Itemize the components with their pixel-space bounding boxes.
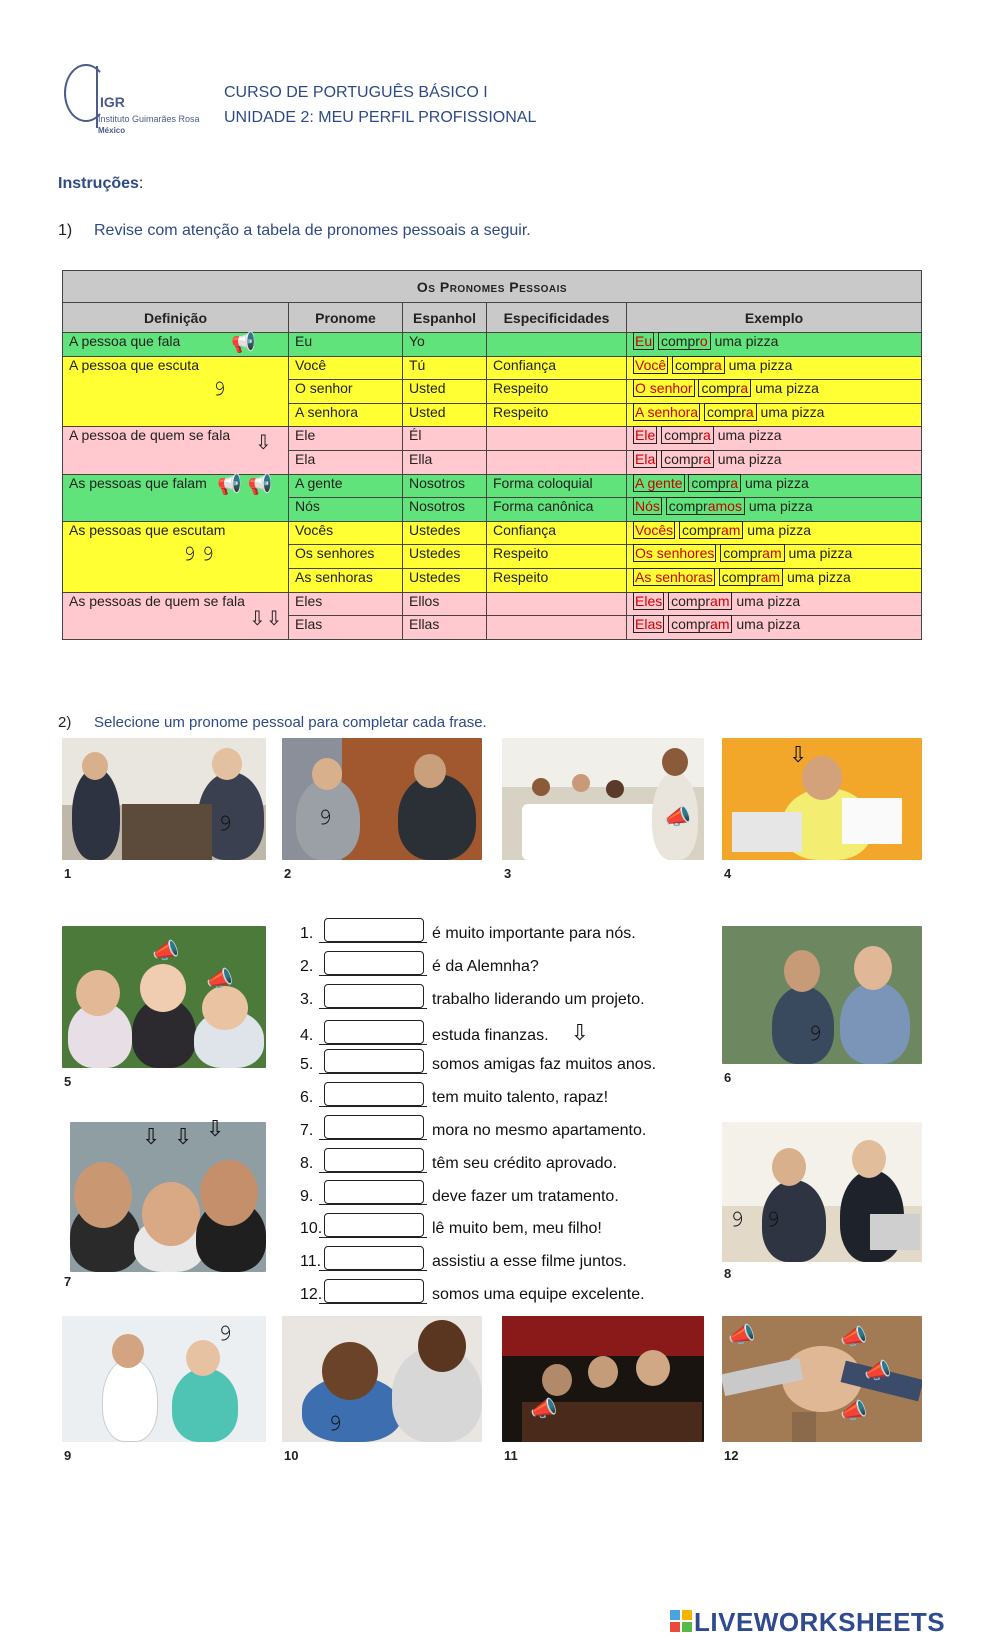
picture-label-3: 3 (504, 866, 512, 881)
liveworksheets-logo-icon (670, 1610, 692, 1632)
picture-2 (282, 738, 482, 860)
ear-icon: 𝟿 (328, 1410, 343, 1435)
definition-cell (63, 427, 289, 474)
sentence-number: 7. (300, 1122, 314, 1140)
example-cell (627, 545, 922, 569)
example-cell (627, 474, 922, 498)
verb-stem: compr (668, 498, 708, 515)
logo-country: México (98, 126, 126, 135)
example-verb (679, 521, 743, 539)
sentence-text: mora no mesmo apartamento. (432, 1122, 647, 1140)
example-pronoun: O senhor (635, 380, 693, 397)
example-rest: uma pizza (724, 356, 793, 373)
spanish-cell: Yo (403, 333, 487, 357)
header-espanhol: Espanhol (403, 303, 487, 333)
example-pronoun: As senhoras (635, 568, 713, 585)
specificity-cell: Confiança (487, 356, 627, 380)
question-2-number: 2) (58, 714, 72, 731)
pronoun-row (63, 427, 922, 451)
verb-stem: compr (701, 380, 741, 397)
picture-label-8: 8 (724, 1266, 732, 1281)
picture-1 (62, 738, 266, 860)
pronoun-answer-field[interactable] (324, 984, 424, 1008)
example-verb (720, 544, 784, 562)
example-rest: uma pizza (732, 592, 801, 609)
specificity-cell: Respeito (487, 403, 627, 427)
question-1 (58, 222, 531, 240)
sentence-line (300, 1020, 589, 1046)
megaphone-icon: 📣 (530, 1396, 558, 1421)
example-rest: uma pizza (741, 474, 809, 491)
liveworksheets-footer (670, 1607, 945, 1638)
sentence-line (300, 1184, 619, 1210)
verb-ending: a (703, 427, 711, 444)
sentence-text: é da Alemnha? (432, 958, 539, 976)
definition-text: A pessoa de quem se fala (69, 427, 231, 444)
pronoun-answer-field[interactable] (324, 1049, 424, 1073)
sentence-text: têm seu crédito aprovado. (432, 1154, 617, 1172)
megaphone-icon: 📣 (840, 1398, 868, 1423)
sentence-text: é muito importante para nós. (432, 925, 636, 943)
example-rest: uma pizza (744, 498, 813, 515)
picture-label-2: 2 (284, 866, 292, 881)
example-rest: uma pizza (784, 545, 853, 562)
example-verb (666, 497, 745, 515)
sentence-text: assistiu a esse filme juntos. (432, 1253, 627, 1271)
example-pronoun: Nós (635, 498, 660, 515)
header-pronome: Pronome (289, 303, 403, 333)
definition-text: As pessoas de quem se fala (69, 592, 245, 609)
definition-text: As pessoas que escutam (69, 521, 226, 538)
spanish-cell: Usted (403, 380, 487, 404)
example-cell (627, 592, 922, 616)
pronoun-row (63, 474, 922, 498)
ear-icon: 𝟿 (808, 1020, 823, 1045)
table-header-row (63, 303, 922, 333)
example-cell (627, 333, 922, 357)
picture-8 (722, 1122, 922, 1262)
megaphone-icon: 📢 📢 (217, 473, 273, 496)
sentence-number: 6. (300, 1089, 314, 1107)
sentence-text: somos amigas faz muitos anos. (432, 1056, 657, 1074)
picture-label-11: 11 (504, 1448, 518, 1463)
example-pronoun: Os senhores (635, 545, 715, 562)
example-rest: uma pizza (783, 568, 851, 585)
megaphone-icon: 📣 (152, 938, 180, 963)
ear-icon: 𝟿 (318, 804, 333, 829)
pronoun-cell: Os senhores (289, 545, 403, 569)
pronoun-cell: Ele (289, 427, 403, 451)
pronoun-answer-field[interactable] (324, 1180, 424, 1204)
verb-ending: am (710, 592, 730, 609)
pronoun-cell: Ela (289, 450, 403, 474)
definition-cell (63, 356, 289, 427)
example-verb (661, 450, 714, 468)
spanish-cell: Nosotros (403, 498, 487, 522)
specificity-cell: Forma canônica (487, 498, 627, 522)
ear-icon: 𝟿 (730, 1206, 745, 1231)
megaphone-icon: 📣 (664, 804, 692, 829)
example-cell (627, 403, 922, 427)
verb-ending: a (730, 474, 739, 491)
verb-stem: compr (723, 545, 763, 562)
example-cell (627, 427, 922, 451)
definition-text: As pessoas que falam (69, 474, 207, 491)
footer-text: LIVEWORKSHEETS (694, 1607, 946, 1637)
spanish-cell: Tú (403, 356, 487, 380)
example-pronoun: Você (635, 356, 667, 373)
spanish-cell: Ustedes (403, 545, 487, 569)
example-verb (661, 426, 714, 444)
sentence-number: 1. (300, 925, 314, 943)
definition-text: A pessoa que escuta (69, 356, 199, 373)
example-cell (627, 568, 922, 592)
verb-ending: am (720, 521, 741, 538)
pronoun-answer-field[interactable] (324, 951, 424, 975)
arrow-down-icon: ⇩ (174, 1124, 193, 1149)
pronoun-answer-field[interactable] (324, 1279, 424, 1303)
sentence-number: 4. (300, 1027, 314, 1045)
example-rest: uma pizza (710, 333, 779, 349)
pronoun-row (63, 521, 922, 545)
verb-ending: amos (707, 498, 742, 515)
spanish-cell: Usted (403, 403, 487, 427)
example-pronoun: Ele (635, 427, 656, 444)
specificity-cell (487, 333, 627, 357)
sentence-text: tem muito talento, rapaz! (432, 1089, 609, 1107)
igr-logo (60, 62, 210, 142)
verb-stem: compr (664, 450, 704, 467)
pronoun-answer-field[interactable] (324, 1148, 424, 1172)
verb-ending: am (762, 545, 782, 562)
ear-icon: 𝟿 (218, 1320, 233, 1345)
verb-stem: compr (671, 616, 711, 633)
megaphone-icon: 📢 (231, 332, 256, 354)
example-pronoun: Eu (635, 333, 653, 349)
table-title: Os Pronomes Pessoais (63, 271, 922, 303)
example-cell (627, 616, 922, 640)
course-line-2: UNIDADE 2: MEU PERFIL PROFISSIONAL (224, 109, 537, 126)
arrow-down-icon: ⇩⇩ (249, 607, 283, 630)
question-2-text: Selecione um pronome pessoal para completar cada frase. (94, 714, 487, 731)
sentence-text: trabalho liderando um projeto. (432, 990, 645, 1008)
sentence-line (300, 922, 636, 948)
sentence-text: estuda finanzas. (432, 1027, 549, 1045)
example-rest: uma pizza (713, 450, 782, 467)
pronoun-cell: Nós (289, 498, 403, 522)
example-verb (688, 474, 741, 492)
example-verb (719, 568, 783, 586)
question-2 (58, 714, 487, 731)
sentence-number: 2. (300, 958, 314, 976)
pronoun-answer-field[interactable] (324, 1082, 424, 1106)
question-1-number: 1) (58, 222, 73, 239)
pronoun-row (63, 592, 922, 616)
pronoun-answer-field[interactable] (324, 1020, 424, 1044)
example-pronoun: Ela (635, 450, 656, 467)
example-rest: uma pizza (713, 427, 782, 444)
picture-11 (502, 1316, 704, 1442)
sentence-line (300, 1053, 656, 1079)
example-cell (627, 356, 922, 380)
ear-icon: 𝟿 (218, 810, 233, 835)
pronoun-cell: Elas (289, 616, 403, 640)
definition-cell (63, 521, 289, 592)
pronoun-answer-field[interactable] (324, 1213, 424, 1237)
pronoun-answer-field[interactable] (324, 1246, 424, 1270)
verb-stem: compr (691, 474, 731, 491)
picture-label-9: 9 (64, 1448, 72, 1463)
ear-icon: 𝟿 (213, 377, 226, 400)
sentence-number: 11. (300, 1253, 322, 1271)
picture-3 (502, 738, 704, 860)
ear-icon: 𝟿 (766, 1206, 781, 1231)
example-cell (627, 450, 922, 474)
verb-ending: a (713, 356, 722, 373)
pronoun-answer-field[interactable] (324, 1115, 424, 1139)
sentence-number: 12. (300, 1286, 323, 1304)
picture-4 (722, 738, 922, 860)
example-pronoun: Elas (635, 616, 663, 633)
megaphone-icon: 📣 (728, 1322, 756, 1347)
course-title (224, 80, 536, 130)
verb-ending: a (745, 403, 754, 420)
definition-cell (63, 333, 289, 357)
megaphone-icon: 📣 (864, 1358, 892, 1383)
definition-cell (63, 592, 289, 639)
arrow-down-icon: ⇩ (789, 742, 808, 767)
arrow-down-icon: ⇩ (255, 432, 272, 455)
arrow-down-icon: ⇩ (206, 1116, 225, 1141)
pronoun-row (63, 333, 922, 357)
spanish-cell: Nosotros (403, 474, 487, 498)
pronoun-cell: Eu (289, 333, 403, 357)
example-pronoun: Vocês (635, 521, 674, 538)
picture-label-10: 10 (284, 1448, 299, 1463)
specificity-cell (487, 592, 627, 616)
sentence-number: 9. (300, 1187, 314, 1205)
example-pronoun: A gente (635, 474, 683, 491)
sentence-text: lê muito bem, meu filho! (432, 1220, 602, 1238)
verb-ending: a (703, 450, 711, 467)
spanish-cell: Ellos (403, 592, 487, 616)
spanish-cell: Ella (403, 450, 487, 474)
example-cell (627, 380, 922, 404)
verb-ending: o (699, 333, 708, 349)
picture-label-4: 4 (724, 866, 732, 881)
example-rest: uma pizza (751, 380, 819, 397)
picture-10 (282, 1316, 482, 1442)
example-cell (627, 498, 922, 522)
sentence-number: 5. (300, 1056, 314, 1074)
sentence-line (300, 955, 539, 981)
instructions-heading (58, 175, 143, 193)
verb-ending: am (760, 568, 781, 585)
specificity-cell (487, 427, 627, 451)
arrow-down-icon: ⇩ (142, 1124, 161, 1149)
header-definicao: Definição (63, 303, 289, 333)
verb-stem: compr (664, 427, 704, 444)
instructions-colon: : (138, 175, 144, 192)
verb-stem: compr (661, 333, 700, 349)
sentence-text: somos uma equipe excelente. (432, 1286, 645, 1304)
definition-text: A pessoa que fala (69, 333, 181, 349)
definition-cell (63, 474, 289, 521)
sentence-line (300, 988, 645, 1014)
sentence-number: 3. (300, 990, 314, 1008)
specificity-cell: Forma coloquial (487, 474, 627, 498)
example-verb (672, 356, 725, 374)
verb-ending: am (710, 616, 730, 633)
verb-stem: compr (721, 568, 761, 585)
pronoun-answer-field[interactable] (324, 918, 424, 942)
picture-9 (62, 1316, 266, 1442)
pronoun-table (62, 270, 922, 640)
sentence-line (300, 1250, 627, 1276)
example-rest: uma pizza (743, 521, 812, 538)
verb-stem: compr (675, 356, 714, 373)
example-verb (658, 332, 711, 350)
specificity-cell: Confiança (487, 521, 627, 545)
sentence-line (300, 1217, 602, 1243)
arrow-down-icon: ⇩ (570, 1020, 589, 1046)
verb-stem: compr (682, 521, 721, 538)
pronoun-cell: Eles (289, 592, 403, 616)
picture-7 (70, 1122, 266, 1272)
sentence-line (300, 1119, 646, 1145)
picture-label-12: 12 (724, 1448, 739, 1463)
header-especificidades: Especificidades (487, 303, 627, 333)
example-pronoun: A senhora (635, 403, 699, 420)
spanish-cell: Ustedes (403, 521, 487, 545)
sentence-text: deve fazer um tratamento. (432, 1187, 619, 1205)
picture-label-6: 6 (724, 1070, 732, 1085)
example-verb (668, 592, 732, 610)
example-pronoun: Eles (635, 592, 663, 609)
specificity-cell: Respeito (487, 568, 627, 592)
spanish-cell: Ellas (403, 616, 487, 640)
example-verb (704, 403, 757, 421)
pronoun-row (63, 356, 922, 380)
pronoun-cell: O senhor (289, 380, 403, 404)
picture-label-7: 7 (64, 1274, 72, 1289)
pronoun-cell: A senhora (289, 403, 403, 427)
pronoun-cell: Vocês (289, 521, 403, 545)
picture-label-1: 1 (64, 866, 72, 881)
picture-label-5: 5 (64, 1074, 72, 1089)
example-cell (627, 521, 922, 545)
example-verb (698, 379, 751, 397)
sentence-line (300, 1283, 645, 1309)
specificity-cell (487, 616, 627, 640)
specificity-cell: Respeito (487, 545, 627, 569)
verb-stem: compr (706, 403, 746, 420)
logo-institute: Instituto Guimarães Rosa (98, 114, 200, 124)
logo-text: IGR (100, 94, 125, 110)
header-exemplo: Exemplo (627, 303, 922, 333)
megaphone-icon: 📣 (206, 966, 234, 991)
example-verb (668, 615, 732, 633)
spanish-cell: Él (403, 427, 487, 451)
instructions-label: Instruções (58, 175, 139, 192)
sentence-line (300, 1152, 617, 1178)
course-line-1: CURSO DE PORTUGUÊS BÁSICO I (224, 84, 488, 101)
sentence-line (300, 1086, 608, 1112)
spanish-cell: Ustedes (403, 568, 487, 592)
pronoun-cell: Você (289, 356, 403, 380)
specificity-cell (487, 450, 627, 474)
pronoun-cell: A gente (289, 474, 403, 498)
verb-stem: compr (671, 592, 711, 609)
example-rest: uma pizza (756, 403, 825, 420)
ear-icon: 𝟿 𝟿 (183, 542, 215, 565)
verb-ending: a (740, 380, 749, 397)
question-1-text: Revise com atenção a tabela de pronomes pessoais a seguir. (94, 222, 531, 239)
pronoun-cell: As senhoras (289, 568, 403, 592)
sentence-number: 8. (300, 1154, 314, 1172)
sentence-number: 10. (300, 1220, 323, 1238)
specificity-cell: Respeito (487, 380, 627, 404)
megaphone-icon: 📣 (840, 1324, 868, 1349)
example-rest: uma pizza (732, 616, 801, 633)
